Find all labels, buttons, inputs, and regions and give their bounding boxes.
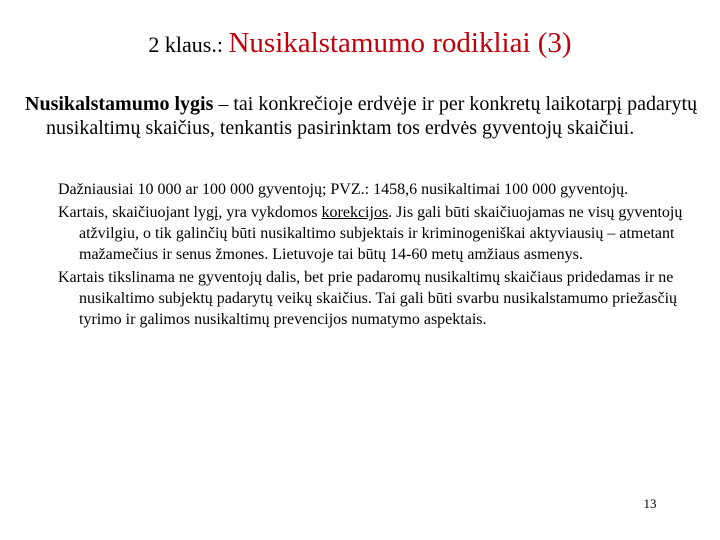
- detail-corrections-after: . Jis gali būti skaičiuojamas ne visų gyventojų atžvilgiu, o tik galinčių būti nusikaltimo subjektais ir kriminogeniškai aktyviausių – atmetant mažamečius ir senus žmones. Lietuvoje tai būtų 14-60 metų amžiaus asmenys.: [79, 203, 683, 263]
- detail-item-population-base: Dažniausiai 10 000 ar 100 000 gyventojų; PVZ.: 1458,6 nusikaltimai 100 000 gyventojų.: [58, 181, 629, 198]
- corrections-underlined-term: korekcijos: [321, 203, 389, 221]
- detail-item-corrections: [58, 203, 708, 266]
- definition-paragraph: [25, 92, 718, 141]
- detail-item-refinement: Kartais tikslinama ne gyventojų dalis, bet prie padaromų nusikaltimų skaičiaus pridedamas ir ne nusikaltimo subjektų padarytų veikų skaičius. Tai gali būti svarbu nusikalstamumo priežasčių tyrimo ir galimos nusikaltimų prevencijos numatymo aspektais.: [58, 268, 678, 328]
- detail-corrections-before: Kartais, skaičiuojant lygį, yra vykdomos: [58, 203, 322, 221]
- page-number: 13: [643, 496, 657, 511]
- details-list: [58, 180, 708, 333]
- title-main-text: Nusikalstamumo rodikliai (3): [228, 27, 572, 59]
- definition-text: – tai konkrečioje erdvėje ir per konkretų laikotarpį padarytų nusikaltimų skaičius, tenkantis pasirinktam tos erdvės gyventojų skaičiui.: [46, 93, 698, 140]
- definition-term: Nusikalstamumo lygis: [25, 93, 214, 115]
- title-chapter-prefix: 2 klaus.:: [148, 32, 229, 57]
- slide-title: [0, 26, 720, 61]
